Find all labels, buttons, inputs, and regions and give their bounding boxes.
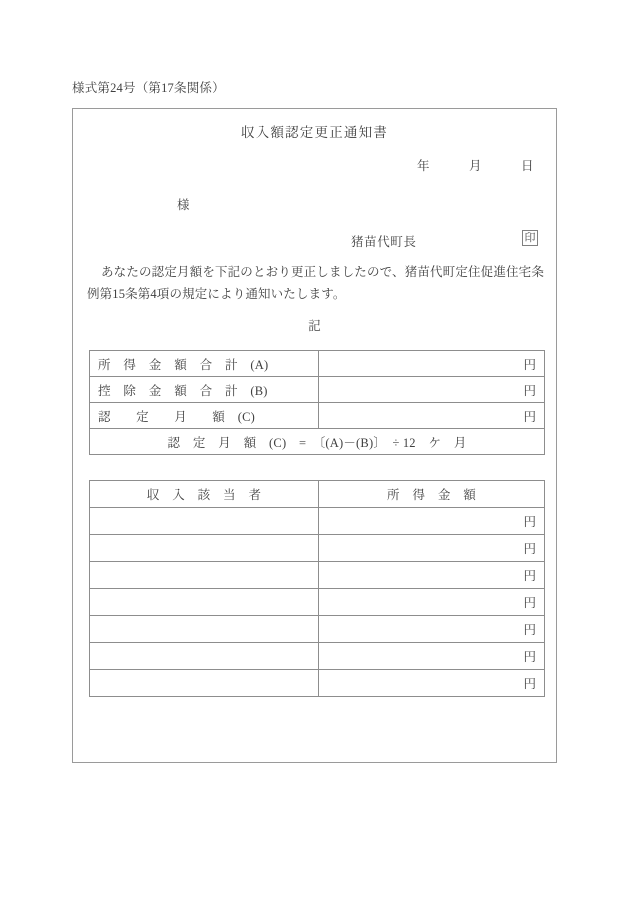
amount-cell-yen[interactable]: 円 <box>319 616 545 643</box>
column-header-amount: 所 得 金 額 <box>319 481 545 508</box>
date-line: 年 月 日 <box>416 159 534 173</box>
table-row <box>90 589 545 616</box>
body-paragraph: あなたの認定月額を下記のとおり更正しましたので、猪苗代町定住促進住宅条例第15条第4項の規定により通知いたします。 <box>87 265 544 301</box>
person-name-cell[interactable] <box>90 535 319 562</box>
person-name-cell[interactable] <box>90 643 319 670</box>
table-row <box>90 535 545 562</box>
table-row <box>90 377 545 403</box>
amount-cell-yen[interactable]: 円 <box>319 562 545 589</box>
person-name-cell[interactable] <box>90 508 319 535</box>
amount-cell-yen[interactable]: 円 <box>319 670 545 697</box>
person-name-cell[interactable] <box>90 589 319 616</box>
person-name-cell[interactable] <box>90 562 319 589</box>
table-row-formula <box>90 429 545 455</box>
table-row <box>90 616 545 643</box>
issuer-row <box>73 232 538 252</box>
row-value-yen[interactable]: 円 <box>319 403 545 429</box>
amount-cell-yen[interactable]: 円 <box>319 508 545 535</box>
recipients-table <box>89 480 545 697</box>
table-row <box>90 508 545 535</box>
table-row <box>90 403 545 429</box>
column-header-person: 収 入 該 当 者 <box>90 481 319 508</box>
table-row <box>90 670 545 697</box>
document-title: 収入額認定更正通知書 <box>241 125 388 140</box>
person-name-cell[interactable] <box>90 670 319 697</box>
table-row <box>90 643 545 670</box>
recipient-name-line: 様 <box>177 198 190 212</box>
issuer-name: 猪苗代町長 <box>351 235 417 249</box>
person-name-cell[interactable] <box>90 616 319 643</box>
seal-stamp-box: 印 <box>522 230 538 246</box>
table-header-row <box>90 481 545 508</box>
row-label: 控 除 金 額 合 計 (B) <box>90 377 319 403</box>
row-value-yen[interactable]: 円 <box>319 351 545 377</box>
row-label: 認 定 月 額 (C) <box>90 403 319 429</box>
row-label: 所 得 金 額 合 計 (A) <box>90 351 319 377</box>
table-row <box>90 562 545 589</box>
amount-cell-yen[interactable]: 円 <box>319 643 545 670</box>
amount-cell-yen[interactable]: 円 <box>319 535 545 562</box>
document-frame <box>72 108 557 763</box>
table-row <box>90 351 545 377</box>
calculation-formula: 認 定 月 額 (C) = 〔(A)－(B)〕 ÷ 12 ケ 月 <box>90 429 545 455</box>
form-number-label: 様式第24号（第17条関係） <box>72 81 225 95</box>
row-value-yen[interactable]: 円 <box>319 377 545 403</box>
ki-marker: 記 <box>308 319 321 333</box>
amount-cell-yen[interactable]: 円 <box>319 589 545 616</box>
income-calculation-table <box>89 350 545 455</box>
